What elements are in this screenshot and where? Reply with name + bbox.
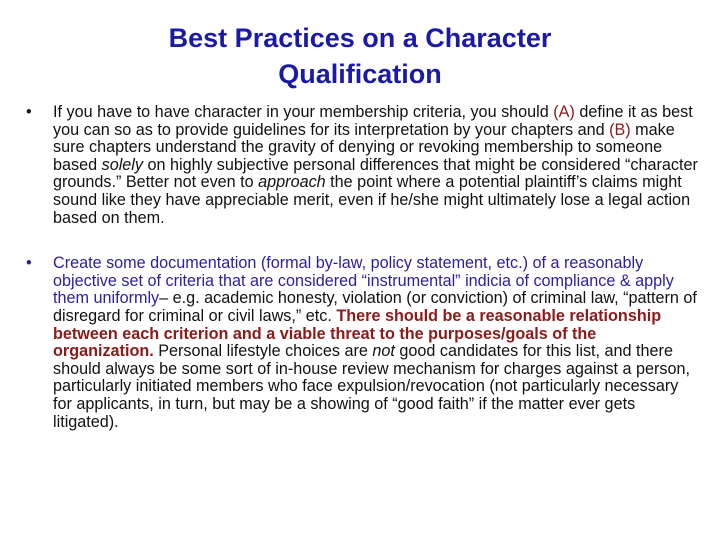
bullet2-not: not (372, 342, 395, 361)
bullet2-text-2: – e.g. academic honesty, violation (or conviction) of criminal law, “pattern of disregard for criminal or civil laws,” etc. (53, 289, 697, 325)
bullet1-text-5: the point where a potential plaintiff’s claims might sound like they have appreciable merit, even if he/she might ultimately lose a legal action based on them. (53, 173, 691, 227)
bullet1-approach: approach (258, 173, 326, 192)
bullet-list (26, 104, 698, 431)
bullet-documentation (26, 255, 698, 431)
bullet2-emphasis: There should be a reasonable relationship between each criterion and a viable threat to the purposes/goals of the organization. (53, 306, 662, 361)
slide-title-line-1: Best Practices on a Character (168, 23, 552, 53)
bullet2-text-4: good candidates for this list, and there should always be some sort of in-house review mechanism for charges against a person, particularly initiated members who face expulsion/revocation (not particularly necessary for applicants, in turn, but may be a showing of “good faith” if the matter ever gets litigated). (53, 342, 691, 431)
slide-title (0, 20, 720, 92)
bullet1-label-a: (A) (553, 103, 575, 121)
bullet1-text-1: If you have to have character in your membership criteria, you should (53, 103, 554, 121)
bullet1-text-2: define it as best you can so as to provide guidelines for its interpretation by your chapters and (53, 103, 693, 139)
bullet-character-criteria (26, 104, 698, 227)
slide-title-line-2: Qualification (278, 59, 442, 89)
bullet1-text-4: on highly subjective personal differences that might be considered “character grounds.” Better not even to (53, 155, 698, 192)
bullet-dot-icon: • (26, 103, 32, 121)
bullet2-text-3: Personal lifestyle choices are (153, 342, 373, 361)
bullet1-label-b: (B) (609, 120, 631, 139)
bullet-dot-icon: • (26, 254, 32, 273)
bullet1-solely: solely (101, 155, 143, 174)
bullet2-text-1: Create some documentation (formal by-law, policy statement, etc.) of a reasonably objective set of criteria that are considered “instrumental” indicia of compliance & apply them uniformly (53, 254, 674, 308)
bullet1-text-3: make sure chapters understand the gravity of denying or revoking membership to someone based (53, 120, 675, 174)
